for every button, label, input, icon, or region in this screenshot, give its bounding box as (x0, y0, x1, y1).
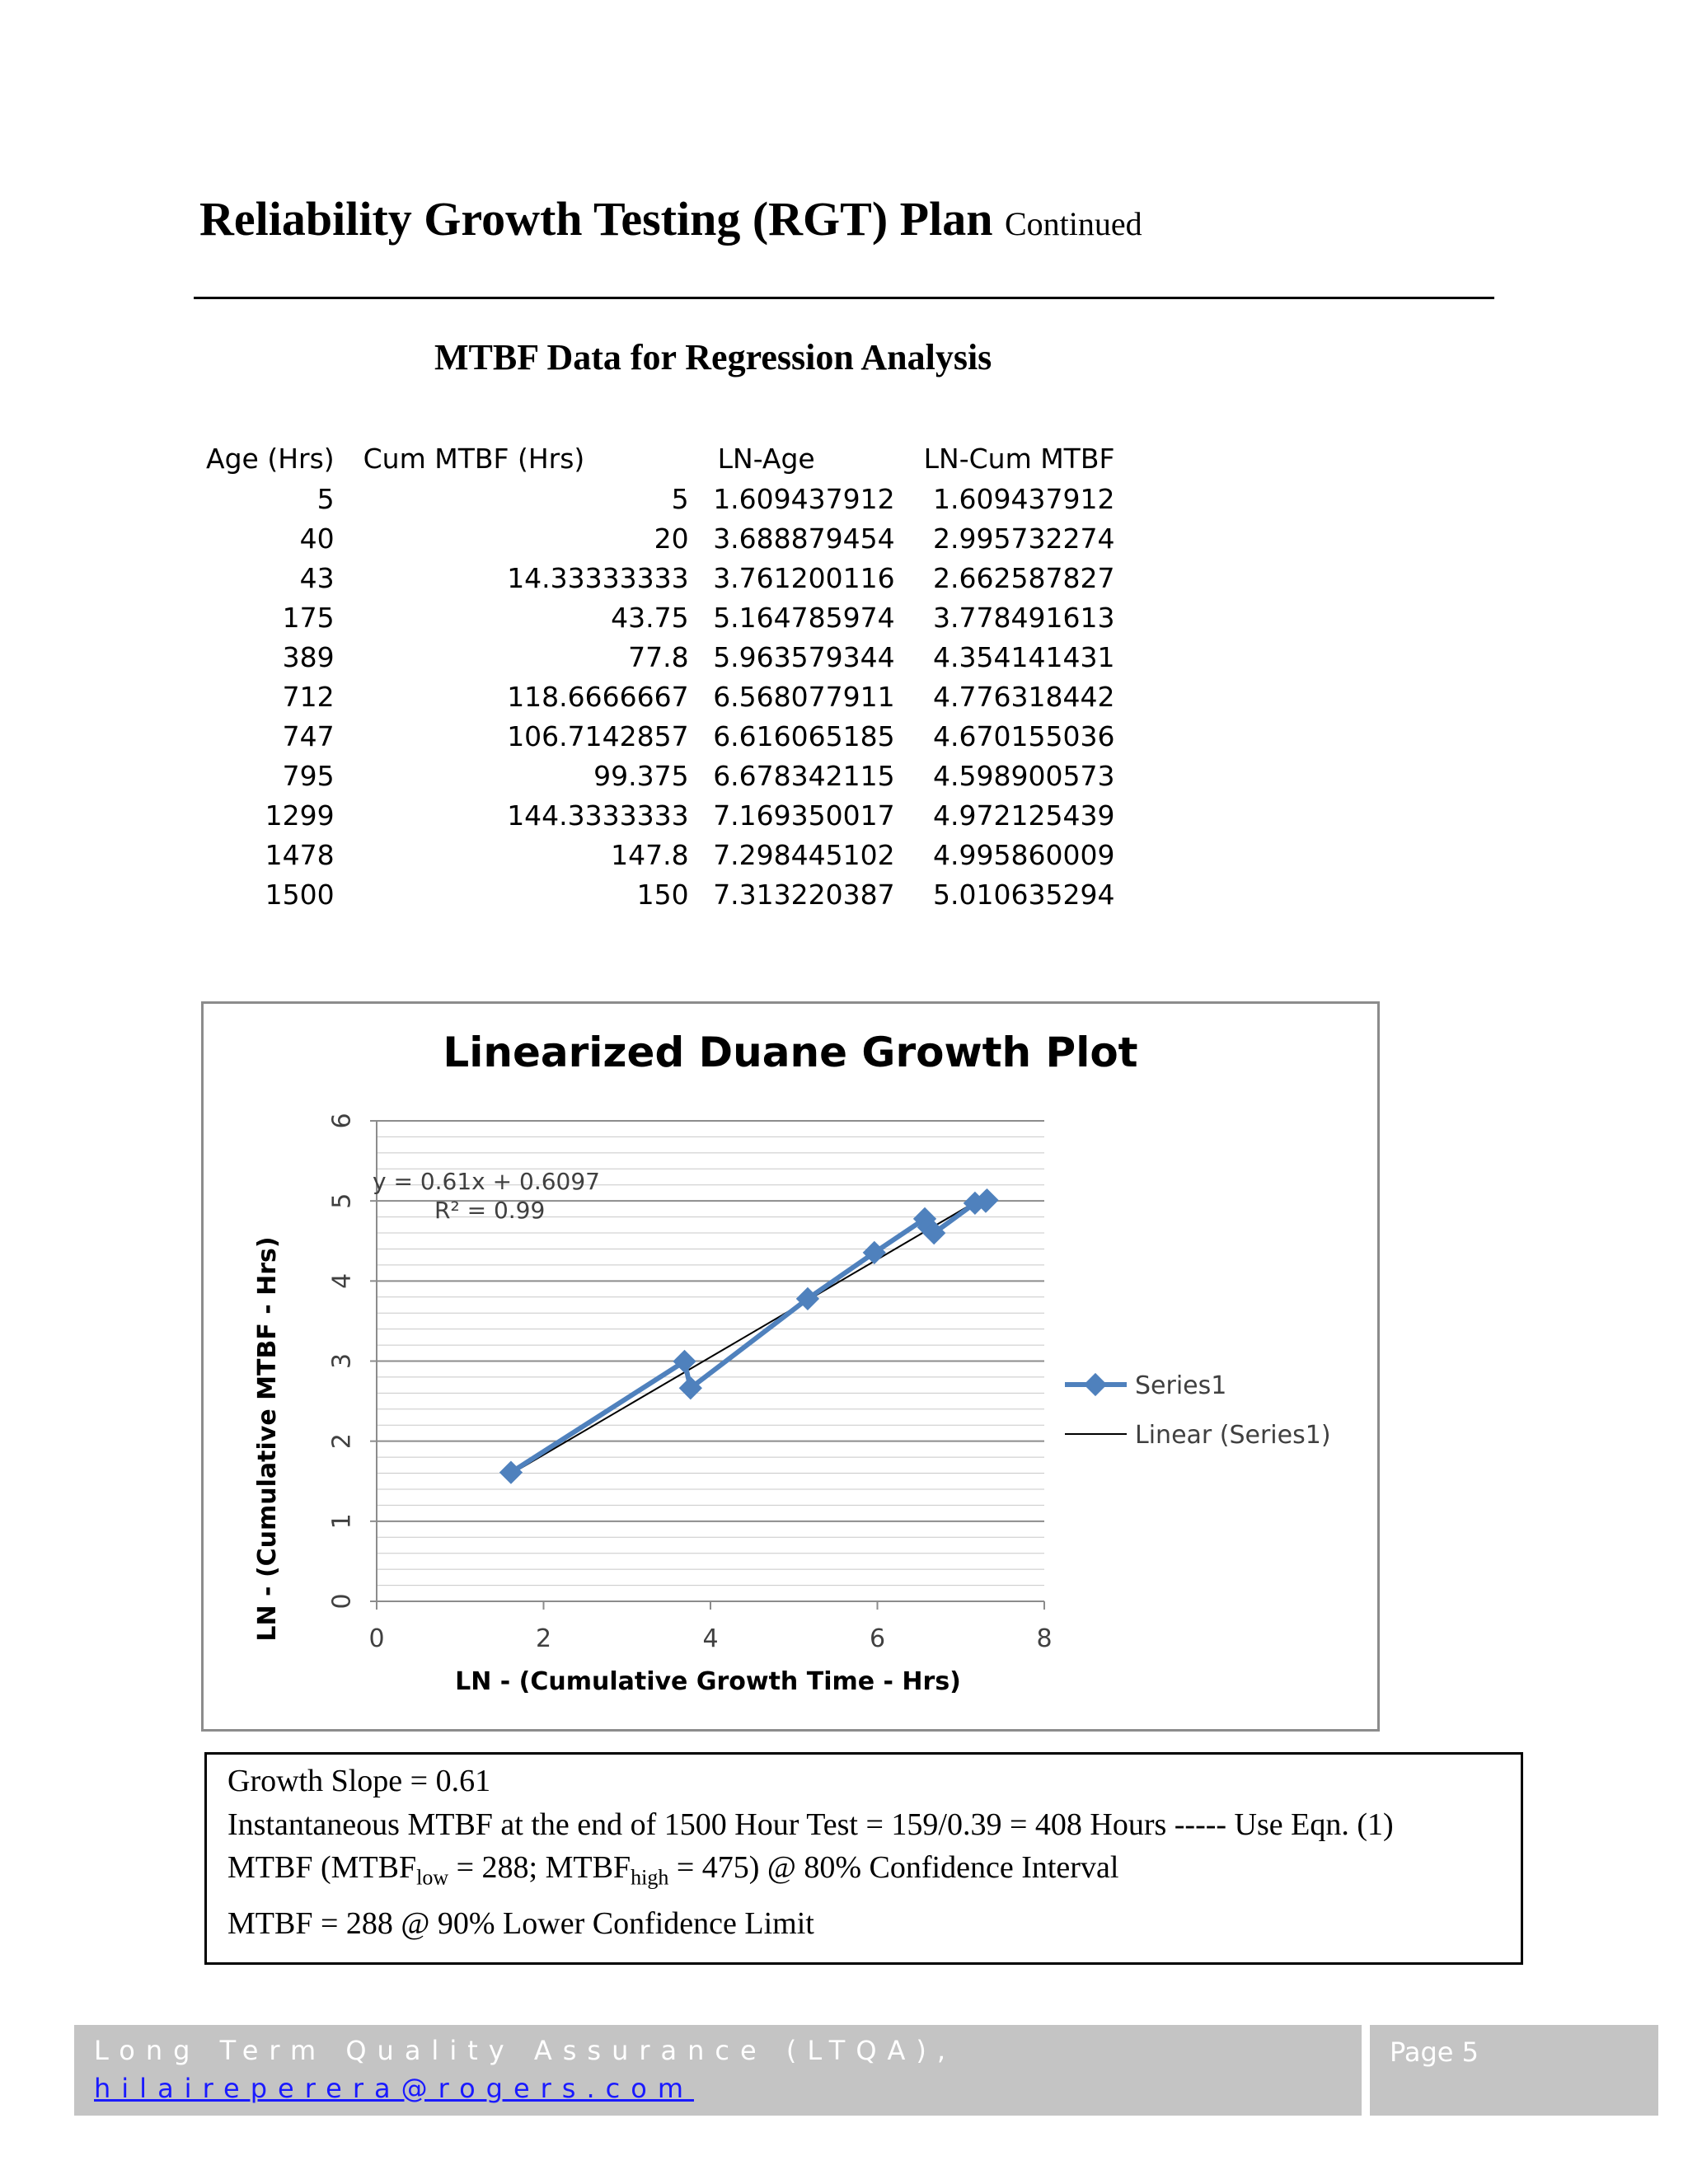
footer-page-box (1370, 2025, 1658, 2116)
column-header: LN-Cum MTBF (923, 443, 1115, 475)
chart-canvas (204, 1004, 1377, 1729)
footer-bar (74, 2025, 1362, 2116)
table-cell: 5 (671, 483, 689, 515)
trendline-equation: y = 0.61x + 0.6097 (373, 1168, 600, 1195)
footer-organization: Long Term Quality Assurance (LTQA), (94, 2035, 957, 2066)
table-row (206, 559, 1114, 598)
table-cell: 1500 (265, 879, 335, 911)
confidence-interval-text (227, 1849, 1118, 1891)
table-row (206, 480, 1114, 519)
column-header: Age (Hrs) (206, 443, 335, 475)
table-row (206, 836, 1114, 875)
title-divider (194, 297, 1494, 299)
table-cell: 43.75 (611, 602, 689, 634)
table-cell: 712 (282, 681, 335, 713)
table-cell: 4.776318442 (933, 681, 1115, 713)
page-number: Page 5 (1390, 2036, 1479, 2068)
table-cell: 43 (299, 562, 335, 594)
y-tick-label: 6 (327, 1113, 357, 1129)
ci-sub-low: low (416, 1865, 449, 1890)
table-cell: 2.995732274 (933, 523, 1115, 555)
ci-sub-high: high (631, 1865, 669, 1890)
chart-trendline (511, 1195, 987, 1474)
table-row (206, 875, 1114, 915)
chart-legend (1065, 1371, 1331, 1450)
table-cell: 77.8 (628, 641, 689, 673)
growth-slope-text: Growth Slope = 0.61 (227, 1764, 491, 1798)
table-cell: 147.8 (611, 839, 689, 871)
x-tick-label: 4 (702, 1624, 719, 1653)
legend-linear-label: Linear (Series1) (1135, 1421, 1331, 1450)
table-cell: 3.761200116 (713, 562, 895, 594)
table-cell: 795 (282, 760, 335, 792)
page-title-suffix: Continued (1004, 205, 1142, 242)
page-title (199, 191, 1142, 246)
summary-box (204, 1752, 1523, 1965)
table-cell: 6.568077911 (713, 681, 895, 713)
x-tick-label: 8 (1036, 1624, 1053, 1653)
table-cell: 144.3333333 (507, 799, 689, 832)
table-cell: 5 (316, 483, 335, 515)
y-tick-label: 4 (327, 1272, 357, 1289)
y-tick-label: 0 (327, 1593, 357, 1610)
table-cell: 389 (282, 641, 335, 673)
y-tick-label: 5 (327, 1193, 357, 1209)
table-cell: 4.598900573 (933, 760, 1115, 792)
table-header-row (206, 438, 1114, 480)
x-axis-label: LN - (Cumulative Growth Time - Hrs) (455, 1667, 961, 1696)
instantaneous-mtbf-text: Instantaneous MTBF at the end of 1500 Hour Test = 159/0.39 = 408 Hours ----- Use Eqn. (1) (227, 1807, 1394, 1842)
table-row (206, 598, 1114, 638)
table-cell: 5.010635294 (933, 879, 1115, 911)
table-row (206, 717, 1114, 757)
table-cell: 150 (636, 879, 689, 911)
table-cell: 4.354141431 (933, 641, 1115, 673)
table-cell: 4.972125439 (933, 799, 1115, 832)
table-cell: 118.6666667 (507, 681, 689, 713)
y-axis-label: LN - (Cumulative MTBF - Hrs) (253, 1236, 282, 1642)
table-cell: 106.7142857 (507, 720, 689, 752)
table-body (206, 480, 1114, 915)
trendline-r2: R² = 0.99 (434, 1197, 546, 1224)
table-cell: 20 (654, 523, 689, 555)
table-cell: 99.375 (593, 760, 689, 792)
y-tick-label: 2 (327, 1433, 357, 1450)
table-row (206, 757, 1114, 796)
table-row (206, 519, 1114, 559)
ci-mid: = 288; MTBF (448, 1850, 631, 1885)
table-cell: 3.778491613 (933, 602, 1115, 634)
table-cell: 6.616065185 (713, 720, 895, 752)
table-cell: 5.164785974 (713, 602, 895, 634)
linear-trendline (511, 1195, 987, 1474)
x-tick-label: 0 (368, 1624, 385, 1653)
table-cell: 7.298445102 (713, 839, 895, 871)
table-cell: 1478 (265, 839, 335, 871)
table-cell: 6.678342115 (713, 760, 895, 792)
mtbf-data-table (206, 438, 1114, 915)
x-tick-label: 6 (869, 1624, 886, 1653)
legend-series1-label: Series1 (1135, 1371, 1227, 1400)
table-cell: 1.609437912 (713, 483, 895, 515)
x-tick-label: 2 (535, 1624, 552, 1653)
table-cell: 747 (282, 720, 335, 752)
table-cell: 3.688879454 (713, 523, 895, 555)
legend-series1-marker (1084, 1373, 1107, 1396)
y-tick-label: 3 (327, 1352, 357, 1370)
table-cell: 40 (299, 523, 335, 555)
table-cell: 4.995860009 (933, 839, 1115, 871)
table-row (206, 638, 1114, 677)
table-row (206, 796, 1114, 836)
table-cell: 5.963579344 (713, 641, 895, 673)
data-point (499, 1460, 523, 1483)
y-tick-label: 1 (327, 1513, 357, 1530)
data-point (673, 1350, 696, 1373)
chart-title: Linearized Duane Growth Plot (443, 1029, 1138, 1076)
table-cell: 1.609437912 (933, 483, 1115, 515)
table-cell: 2.662587827 (933, 562, 1115, 594)
ci-prefix: MTBF (MTBF (227, 1850, 417, 1885)
table-cell: 7.313220387 (713, 879, 895, 911)
column-header: Cum MTBF (Hrs) (363, 443, 585, 475)
table-row (206, 677, 1114, 717)
table-heading: MTBF Data for Regression Analysis (434, 337, 992, 377)
table-cell: 14.33333333 (507, 562, 689, 594)
table-cell: 4.670155036 (933, 720, 1115, 752)
page-title-text: Reliability Growth Testing (RGT) Plan (199, 192, 993, 246)
ci-suffix: = 475) @ 80% Confidence Interval (668, 1850, 1119, 1885)
table-cell: 7.169350017 (713, 799, 895, 832)
table-cell: 1299 (265, 799, 335, 832)
table-cell: 175 (282, 602, 335, 634)
footer-email-link[interactable]: hilaireperera@rogers.com (94, 2073, 694, 2104)
duane-growth-chart (201, 1001, 1380, 1732)
lower-confidence-text: MTBF = 288 @ 90% Lower Confidence Limit (227, 1906, 814, 1941)
column-header: LN-Age (717, 443, 815, 475)
